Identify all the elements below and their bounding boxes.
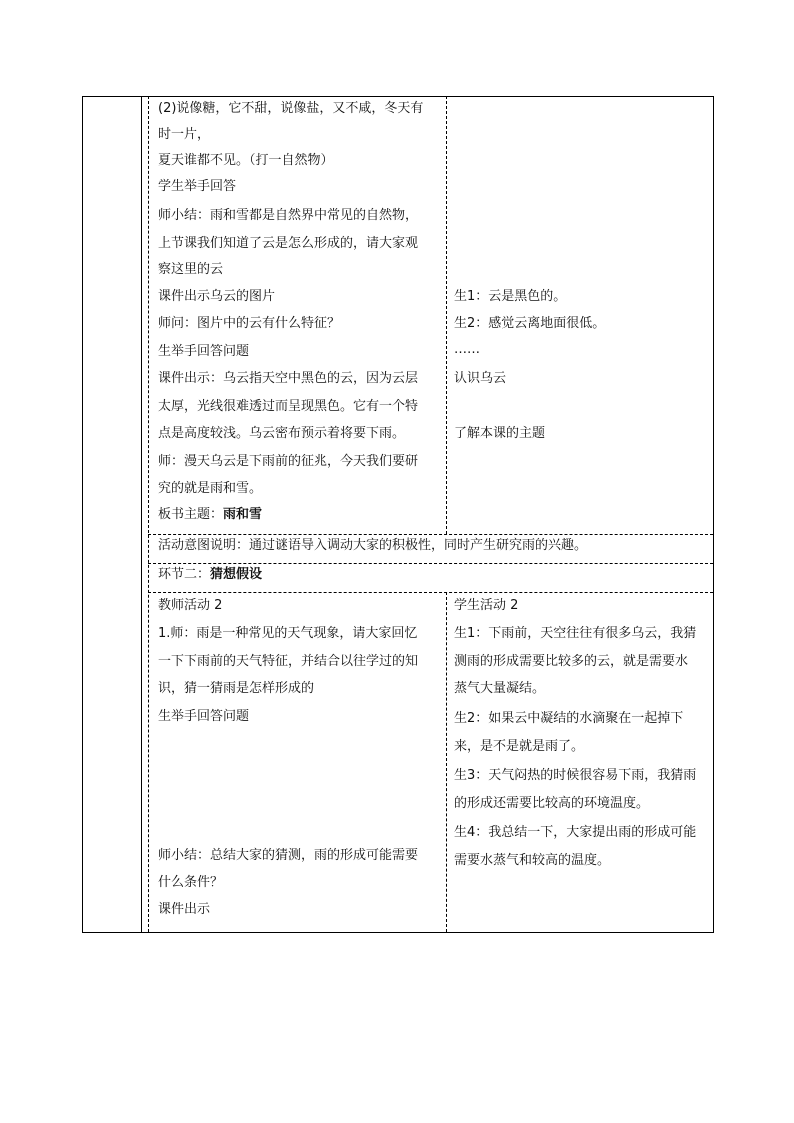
section-two-name: 猜想假设 [210, 567, 263, 582]
student-activity-2-heading: 学生活动 2 [454, 598, 519, 613]
left-line-15: 究的就是雨和雪。 [158, 481, 263, 496]
inner-dashed-divider [148, 96, 149, 932]
table-right-border [713, 96, 714, 932]
right-line-1: 生1：云是黑色的。 [454, 289, 567, 304]
student-line-6: 生3：天气闷热的时候很容易下雨，我猜雨 [454, 768, 697, 783]
right-line-5: 了解本课的主题 [454, 426, 546, 441]
right-line-3: …… [454, 342, 480, 357]
teacher-summary-2: 什么条件？ [158, 875, 224, 890]
right-line-2: 生2：感觉云离地面很低。 [454, 316, 606, 331]
student-line-4: 生2：如果云中凝结的水滴聚在一起掉下 [454, 711, 684, 726]
teacher-summary-3: 课件出示 [158, 902, 211, 917]
left-line-7: 察这里的云 [158, 262, 224, 277]
left-line-14: 师：漫天乌云是下雨前的征兆，今天我们要研 [158, 454, 419, 469]
student-line-3: 蒸气大量凝结。 [454, 681, 546, 696]
student-line-8: 生4：我总结一下，大家提出雨的形成可能 [454, 825, 697, 840]
left-line-2: 时一片， [158, 127, 211, 142]
left-line-3: 夏天谁都不见。（打一自然物） [158, 153, 334, 168]
left-line-13: 点是高度较浅。乌云密布预示着将要下雨。 [158, 426, 406, 441]
teacher-line-2: 一下下雨前的天气特征，并结合以往学过的知 [158, 654, 419, 669]
teacher-line-1: 1.师：雨是一种常见的天气现象，请大家回忆 [158, 626, 418, 641]
table-bottom-border [82, 932, 714, 933]
teacher-summary-1: 师小结：总结大家的猜测，雨的形成可能需要 [158, 848, 419, 863]
left-line-12: 太厚，光线很难透过而呈现黑色。它有一个特 [158, 399, 419, 414]
teacher-activity-2-heading: 教师活动 2 [158, 598, 223, 613]
right-line-4: 认识乌云 [454, 371, 507, 386]
table-left-border [82, 96, 83, 932]
teacher-line-3: 识，猜一猜雨是怎样形成的 [158, 681, 315, 696]
left-line-1: (2)说像糖，它不甜，说像盐，又不咸，冬天有 [158, 101, 424, 116]
section-two-prefix: 环节二： [158, 567, 211, 582]
activity-intent-note: 活动意图说明：通过谜语导入调动大家的积极性，同时产生研究雨的兴趣。 [158, 538, 588, 553]
teacher-line-4: 生举手回答问题 [158, 709, 250, 724]
label-column-divider [141, 96, 142, 932]
student-line-9: 需要水蒸气和较高的温度。 [454, 853, 611, 868]
board-topic [158, 502, 262, 528]
board-topic-title: 雨和雪 [223, 507, 263, 522]
left-line-11: 课件出示：乌云指天空中黑色的云，因为云层 [158, 371, 419, 386]
middle-dashed-divider-top [446, 96, 447, 534]
left-line-4: 学生举手回答 [158, 179, 237, 194]
board-topic-label: 板书主题： [158, 507, 224, 522]
left-line-9: 师问：图片中的云有什么特征？ [158, 316, 341, 331]
section-two-title [158, 562, 262, 588]
left-line-10: 生举手回答问题 [158, 344, 250, 359]
student-line-5: 来，是不是就是雨了。 [454, 739, 585, 754]
row-divider-section-bottom [148, 592, 713, 593]
student-line-7: 的形成还需要比较高的环境温度。 [454, 796, 650, 811]
student-line-2: 测雨的形成需要比较多的云，就是需要水 [454, 654, 689, 669]
left-line-6: 上节课我们知道了云是怎么形成的，请大家观 [158, 236, 419, 251]
middle-dashed-divider-bottom [446, 592, 447, 932]
left-line-8: 课件出示乌云的图片 [158, 289, 276, 304]
left-line-5: 师小结：雨和雪都是自然界中常见的自然物， [158, 208, 419, 223]
student-line-1: 生1：下雨前，天空往往有很多乌云，我猜 [454, 626, 697, 641]
